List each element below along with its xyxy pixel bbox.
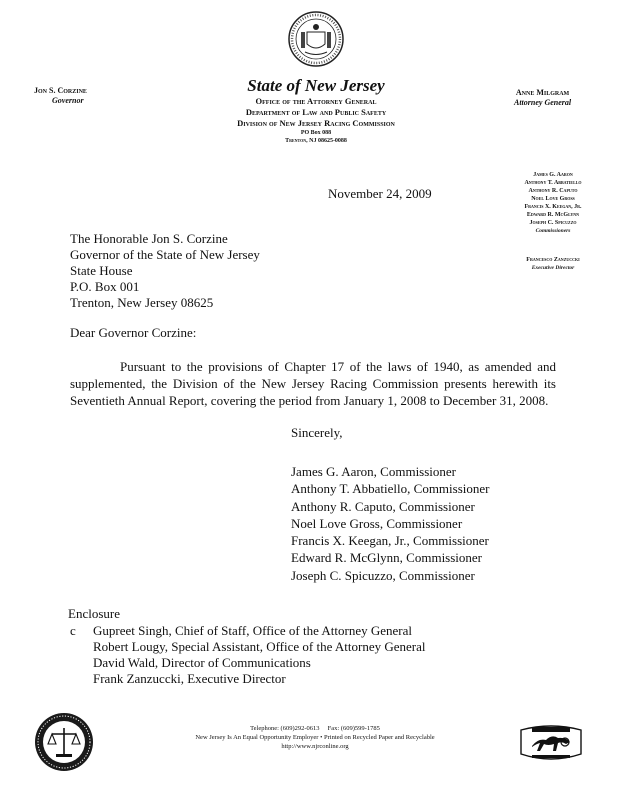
cc-recipient: Gupreet Singh, Chief of Staff, Office of the Attorney General	[93, 623, 413, 638]
racing-horse-logo-icon	[518, 724, 584, 762]
cc-recipient: David Wald, Director of Communications	[93, 655, 311, 670]
closing: Sincerely,	[291, 425, 343, 440]
director-block	[500, 256, 606, 272]
commissioners-sidebar	[500, 171, 606, 235]
signatory: Francis X. Keegan, Jr., Commissioner	[291, 533, 489, 549]
letter-date: November 24, 2009	[328, 186, 432, 201]
sidebar-commissioner: Francis X. Keegan, Jr.	[524, 204, 582, 210]
recipient-address	[70, 231, 260, 311]
signatory: Joseph C. Spicuzzo, Commissioner	[291, 567, 475, 583]
director-title: Executive Director	[531, 265, 575, 271]
division-line: Division of New Jersey Racing Commission	[237, 118, 395, 128]
attorney-general-block	[514, 88, 571, 108]
commissioners-caption: Commissioners	[535, 228, 571, 234]
sidebar-commissioner: Anthony R. Caputo	[528, 188, 578, 194]
signatory: Edward R. McGlynn, Commissioner	[291, 550, 483, 566]
cc-recipient: Frank Zanzuccki, Executive Director	[93, 671, 286, 686]
footer-website: http://www.njrconline.org	[281, 743, 349, 750]
body-paragraph: Pursuant to the provisions of Chapter 17 of the laws of 1940, as amended and supplemented, the Division of the New Jersey Racing Commission presents herewith its Seventieth Annual Report, covering the period from January 1, 2008 to December 31, 2008.	[70, 359, 556, 408]
recipient-line: Governor of the State of New Jersey	[70, 247, 260, 262]
office-line: Office of the Attorney General	[255, 96, 377, 106]
cc-mark: c	[70, 623, 76, 638]
signatories-list	[291, 463, 490, 584]
sidebar-commissioner: Edward R. McGlynn	[526, 212, 580, 218]
governor-name: Jon S. Corzine	[34, 86, 87, 95]
signatory: Anthony R. Caputo, Commissioner	[291, 498, 475, 514]
governor-block	[34, 86, 87, 106]
enclosure-label: Enclosure	[68, 606, 120, 621]
po-box-line: PO Box 088	[300, 130, 332, 136]
recipient-line: Trenton, New Jersey 08625	[70, 295, 214, 310]
sidebar-commissioner: Anthony T. Abbatiello	[524, 180, 582, 186]
department-line: Department of Law and Public Safety	[245, 107, 387, 117]
governor-title: Governor	[52, 96, 84, 105]
recipient-line: The Honorable Jon S. Corzine	[70, 231, 228, 246]
sidebar-commissioner: Joseph C. Spicuzzo	[529, 220, 577, 226]
footer-eoe: New Jersey Is An Equal Opportunity Employer • Printed on Recycled Paper and Recyclable	[195, 734, 435, 741]
signatory: Anthony T. Abbatiello, Commissioner	[291, 481, 490, 497]
salutation: Dear Governor Corzine:	[70, 325, 197, 340]
letterhead	[200, 76, 432, 145]
sidebar-commissioner: Noel Love Gross	[531, 196, 575, 202]
footer-phones: Telephone: (609)292-0613 Fax: (609)599-1785	[250, 725, 380, 732]
ag-name: Anne Milgram	[515, 88, 570, 97]
footer-contact	[150, 724, 480, 751]
director-name: Francesco Zanzuccki	[526, 257, 580, 263]
recipient-line: State House	[70, 263, 133, 278]
sidebar-commissioner: James G. Aaron	[533, 172, 573, 178]
ag-title: Attorney General	[514, 98, 572, 107]
signatory: Noel Love Gross, Commissioner	[291, 515, 463, 531]
state-seal-icon	[287, 10, 345, 68]
city-line: Trenton, NJ 08625-0088	[285, 138, 347, 144]
state-title: State of New Jersey	[247, 76, 385, 95]
recipient-line: P.O. Box 001	[70, 279, 140, 294]
signatory: James G. Aaron, Commissioner	[291, 464, 457, 479]
cc-recipient: Robert Lougy, Special Assistant, Office of the Attorney General	[93, 639, 426, 654]
cc-list	[93, 623, 426, 687]
justice-seal-icon	[34, 712, 94, 772]
